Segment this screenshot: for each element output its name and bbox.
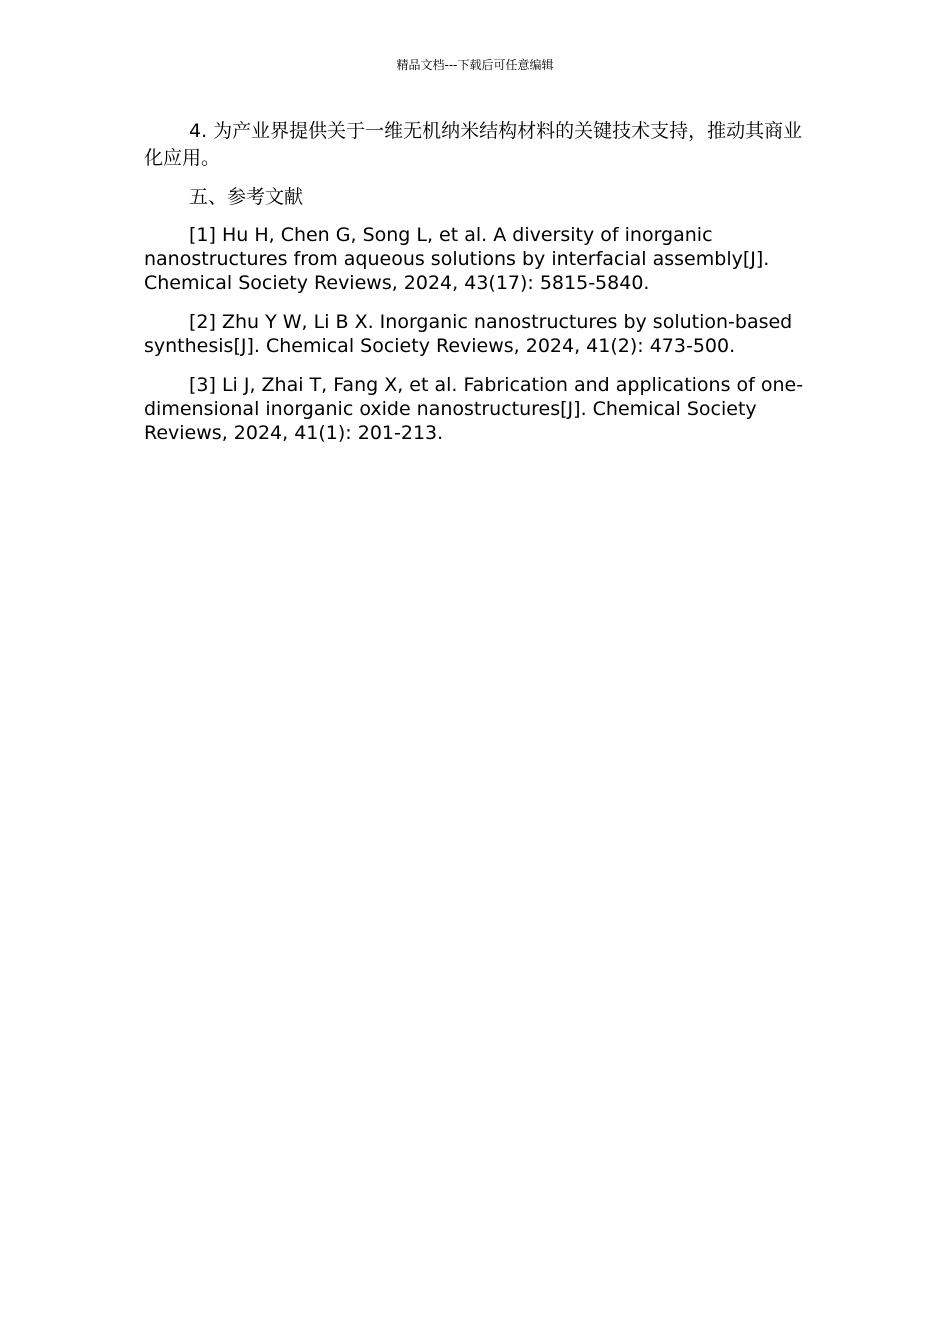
document-body bbox=[144, 118, 808, 460]
section-heading-references: 五、参考文献 bbox=[189, 186, 304, 208]
page-header: 精品文档---下载后可任意编辑 bbox=[396, 58, 554, 72]
reference-item-3: [3] Li J, Zhai T, Fang X, et al. Fabrication and applications of one-dimensional inorganic oxide nanostructures[J]. Chemical Society Reviews, 2024, 41(1): 201-213. bbox=[144, 374, 804, 444]
list-item-4: 4. 为产业界提供关于一维无机纳米结构材料的关键技术支持，推动其商业化应用。 bbox=[144, 120, 803, 169]
reference-item-1: [1] Hu H, Chen G, Song L, et al. A diversity of inorganic nanostructures from aqueous solutions by interfacial assembly[J]. Chemical Society Reviews, 2024, 43(17): 5815-5840. bbox=[144, 224, 770, 294]
reference-item-2: [2] Zhu Y W, Li B X. Inorganic nanostructures by solution-based synthesis[J]. Chemical Society Reviews, 2024, 41(2): 473-500. bbox=[144, 311, 793, 357]
